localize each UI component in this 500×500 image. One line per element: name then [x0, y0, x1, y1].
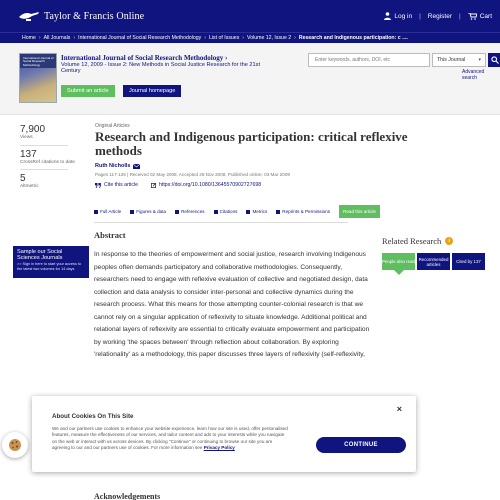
tab-full-article[interactable]: Full Article	[94, 209, 121, 214]
divider	[94, 222, 348, 223]
chevron-right-icon: ›	[224, 54, 228, 62]
tab-citations[interactable]: Citations	[214, 209, 238, 214]
altmetric-label: Altmetric	[20, 184, 39, 189]
article-type: Original Articles	[95, 123, 130, 129]
advanced-search-link[interactable]: Advanced search	[462, 69, 485, 81]
citations-icon	[214, 210, 218, 214]
tab-references[interactable]: References	[175, 209, 205, 214]
site-name: Taylor & Francis Online	[44, 10, 145, 22]
issue-title[interactable]: Volume 12, 2009 - Issue 2: New Methods in Social Justice Research for the 21st Century	[61, 62, 260, 75]
tab-read-article[interactable]: Read this article	[339, 205, 380, 218]
cookie-text: We and our partners use cookies to enhance your website experience, learn how our site is used, offer personalised features, measure the effectiveness of our services, and tailor content and ads to your interests while you navigate on the web or interact with us across devices. By clicking "Continue" or continuing to browse our site you are agreeing to our and our partners use of cookies. For more information see Privacy Policy	[52, 426, 288, 451]
journal-cover-image[interactable]	[19, 53, 57, 103]
sample-journals-promo[interactable]	[13, 246, 89, 278]
chevron-right-icon: ›	[242, 35, 245, 41]
continue-button[interactable]: CONTINUE	[316, 437, 406, 453]
quote-icon	[95, 183, 101, 188]
divider	[20, 169, 68, 170]
login-link[interactable]: Log in	[384, 12, 412, 20]
account-nav	[384, 12, 492, 20]
lock-icon	[276, 210, 280, 214]
tab-people-also-read[interactable]: People also read	[382, 253, 415, 270]
search-button[interactable]	[488, 53, 500, 67]
cookie-settings-button[interactable]	[2, 432, 28, 458]
acknowledgements-heading: Acknowledgements	[94, 492, 161, 500]
references-icon	[175, 210, 179, 214]
active-tab-pointer	[394, 270, 404, 275]
tab-metrics[interactable]: Metrics	[246, 209, 267, 214]
cookie-icon	[8, 438, 22, 452]
nav-separator: |	[459, 12, 461, 20]
tab-figures-data[interactable]: Figures & data	[130, 209, 166, 214]
privacy-policy-link[interactable]: Privacy Policy	[203, 445, 235, 451]
chevron-right-icon: ›	[204, 35, 207, 41]
journal-header	[0, 43, 500, 115]
cover-title: International Journal of Social Research Methodology	[23, 56, 54, 67]
citations-count[interactable]: 137	[20, 148, 37, 160]
register-link[interactable]: Register	[427, 12, 453, 20]
journal-title[interactable]: International Journal of Social Research Methodology ›	[61, 54, 228, 62]
cookie-title: About Cookies On This Site	[52, 413, 134, 420]
breadcrumb-volume[interactable]: Volume 12, Issue 2	[247, 35, 292, 41]
breadcrumb-journal[interactable]: International Journal of Social Research Methodology	[78, 35, 202, 41]
related-research-heading: Related Research i	[382, 236, 453, 246]
cite-article-link[interactable]: Cite this article	[95, 182, 138, 188]
views-count: 7,900	[20, 124, 46, 135]
related-tabs	[382, 253, 485, 270]
cart-icon	[468, 13, 477, 20]
article-dates: Pages 117-126 | Received 02 May 2008, Accepted 28 Nov 2008, Published online: 03 Mar 2009	[95, 172, 290, 177]
image-icon	[130, 210, 134, 214]
external-link-icon	[151, 183, 156, 188]
chevron-right-icon: ›	[294, 35, 296, 41]
submit-article-button[interactable]: Submit an article	[61, 85, 115, 97]
breadcrumb	[0, 32, 500, 43]
tab-recommended-articles[interactable]: Recommended articles	[417, 253, 450, 270]
breadcrumb-issues[interactable]: List of Issues	[209, 35, 240, 41]
nav-separator: |	[419, 12, 421, 20]
search-input[interactable]: Enter keywords, authors, DOI, etc	[308, 53, 430, 67]
search-scope-select[interactable]: This Journal ▾	[432, 53, 486, 67]
promo-title: Sample our Social Sciences Journals	[17, 249, 63, 262]
close-icon[interactable]: ×	[396, 404, 402, 414]
citations-label: CrossRef citations to date	[20, 159, 75, 165]
cart-link[interactable]: Cart	[468, 13, 492, 20]
abstract-text: In response to the theories of empowerment and social justice, research involving Indigenous peoples often demands participatory and collaborative methodologies. Consequently, researchers need to engage with reflexive evaluation of collective and negotiated design, data collection and data analysis to consider inter-personal and collective dynamics during the research process. What this means for those attempting counter-colonial research is that we cannot rely on a singular application of reflexivity to situate knowledge. Additional political and relational layers of reflexivity are essential to critically evaluate empowerment and participation by working 'the spaces between' through reflection about collaboration. By exploring 'relationality' as a methodology, this paper discusses three layers of reflexivity (self-reflexivity,	[94, 251, 370, 358]
search-icon	[491, 56, 499, 64]
article-title: Research and Indigenous participation: critical reflexive methods	[95, 129, 408, 158]
info-icon[interactable]: i	[445, 237, 453, 245]
chart-icon	[246, 210, 250, 214]
chevron-right-icon: ›	[73, 35, 76, 41]
cookie-banner	[32, 396, 416, 472]
journal-homepage-button[interactable]: Journal homepage	[123, 85, 181, 97]
article-metrics	[20, 124, 80, 194]
chevron-down-icon: ▾	[478, 57, 481, 63]
promo-subtitle: >> Sign in here to start your access to the latest two volumes for 14 days	[17, 262, 81, 271]
divider	[20, 145, 68, 146]
chevron-right-icon: ›	[38, 35, 41, 41]
tab-cited-by[interactable]: Cited by 137	[452, 253, 485, 270]
site-logo[interactable]	[18, 10, 144, 22]
doi-link[interactable]: https://doi.org/10.1080/13645570902727698	[151, 182, 261, 188]
site-header	[0, 0, 500, 32]
abstract-heading: Abstract	[94, 230, 126, 240]
breadcrumb-current: Research and Indigenous participation: c ....	[298, 35, 408, 41]
altmetric-count[interactable]: 5	[20, 173, 26, 184]
breadcrumb-home[interactable]: Home	[22, 35, 36, 41]
article-tabs	[94, 205, 380, 218]
header-pointer	[104, 108, 118, 115]
views-label: Views	[20, 135, 33, 140]
lamp-logo-icon	[18, 10, 40, 22]
breadcrumb-all-journals[interactable]: All Journals	[43, 35, 71, 41]
envelope-icon[interactable]	[133, 164, 140, 169]
document-icon	[94, 210, 98, 214]
user-icon	[384, 12, 391, 20]
tab-reprints[interactable]: Reprints & Permissions	[276, 209, 330, 214]
author-link[interactable]: Ruth Nicholls	[95, 163, 140, 169]
